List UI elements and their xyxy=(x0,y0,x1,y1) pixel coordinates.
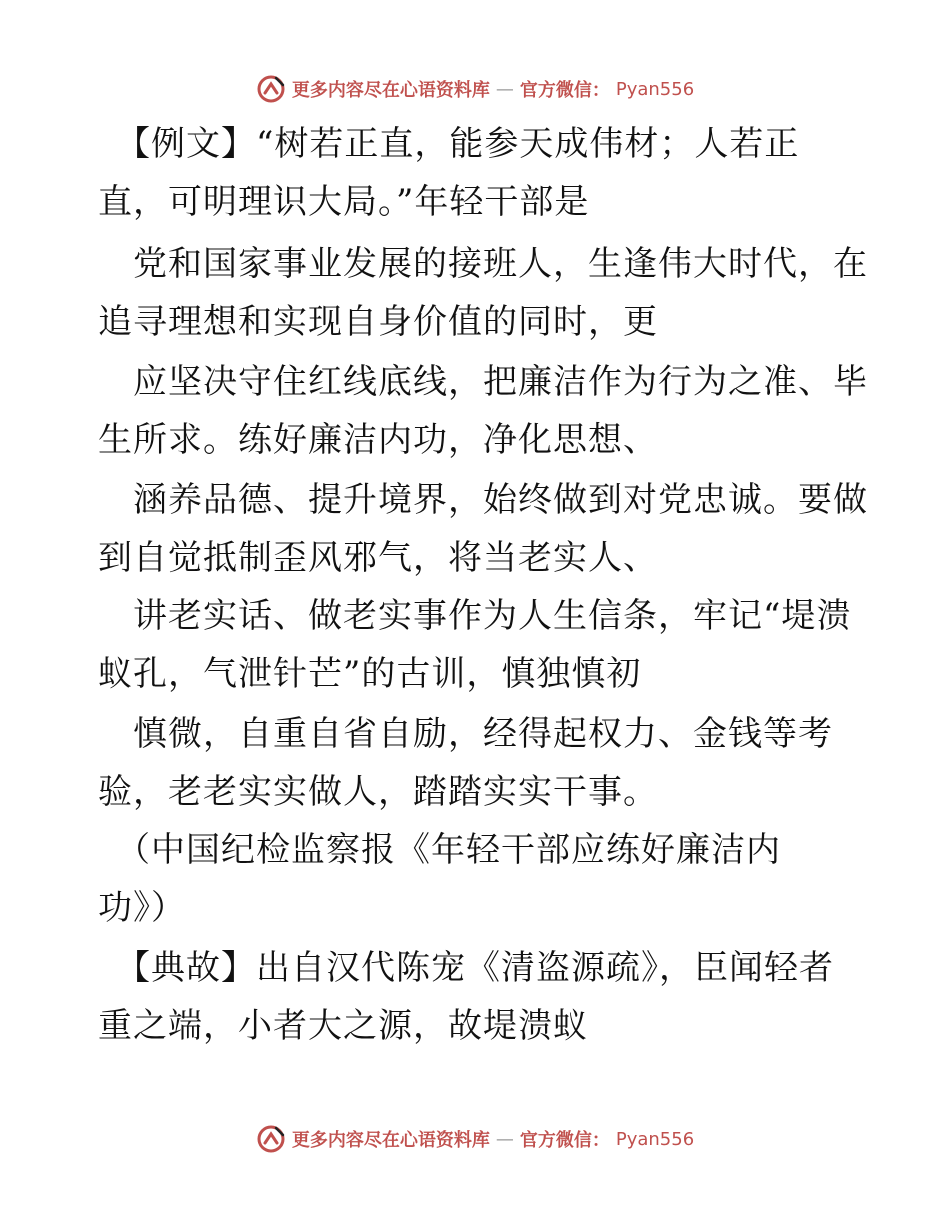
watermark-dash: — xyxy=(495,78,514,100)
watermark-dash: — xyxy=(495,1128,514,1150)
body-line: 党和国家事业发展的接班人，生逢伟大时代，在 xyxy=(98,244,868,284)
body-line: 应坚决守住红线底线，把廉洁作为行为之准、毕 xyxy=(98,362,868,402)
watermark-text: 更多内容尽在心语资料库 xyxy=(291,1130,490,1151)
watermark-footer xyxy=(0,1124,950,1154)
body-line: 【例文】“树若正直，能参天成伟材；人若正 xyxy=(98,124,800,164)
body-line: 【典故】出自汉代陈宠《清盗源疏》，臣闻轻者 xyxy=(98,948,834,988)
watermark-wechat-id: Pyan556 xyxy=(615,1128,695,1150)
watermark-text: 更多内容尽在心语资料库 xyxy=(291,80,490,101)
watermark-wechat-label: 官方微信： xyxy=(519,80,610,101)
body-line: 重之端，小者大之源，故堤溃蚁 xyxy=(98,1006,588,1046)
body-line: 讲老实话、做老实事作为人生信条，牢记“堤溃 xyxy=(98,596,852,636)
body-line: 生所求。练好廉洁内功，净化思想、 xyxy=(98,420,658,460)
body-line: 追寻理想和实现自身价值的同时，更 xyxy=(98,302,658,342)
logo-icon xyxy=(256,74,286,104)
body-line: 到自觉抵制歪风邪气，将当老实人、 xyxy=(98,538,658,578)
body-line: 蚁孔，气泄针芒”的古训，慎独慎初 xyxy=(98,654,642,694)
body-line: 验，老老实实做人，踏踏实实干事。 xyxy=(98,772,658,812)
watermark-header xyxy=(0,74,950,104)
body-line: 慎微，自重自省自励，经得起权力、金钱等考 xyxy=(98,714,833,754)
logo-icon xyxy=(256,1124,286,1154)
body-line: 涵养品德、提升境界，始终做到对党忠诚。要做 xyxy=(98,480,868,520)
watermark-wechat-label: 官方微信： xyxy=(519,1130,610,1151)
watermark-wechat-id: Pyan556 xyxy=(615,78,695,100)
body-line: 功》） xyxy=(98,888,186,928)
body-line: 直，可明理识大局。”年轻干部是 xyxy=(98,182,590,222)
body-line: （中国纪检监察报《年轻干部应练好廉洁内 xyxy=(98,830,781,870)
